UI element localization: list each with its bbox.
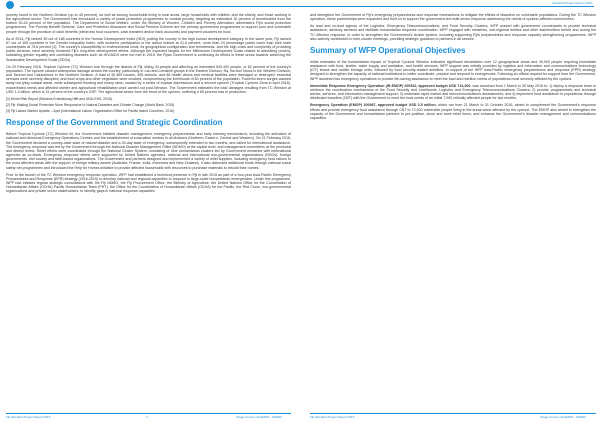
- bold-item-emop: [310, 103, 596, 120]
- paragraph: On 20 February 2016, Tropical Cyclone (TC) Winston tore through the islands of Fiji, killing 44 people and affecting an estimated 540,400 people, or 62 percent of the country's population. The cyclone caused widespread damage across the country, particularly in Lau and Lomaiviti groups in the Eastern Division; Ra, Ba and Tavua in the Western Division; and Taveuni and Cakaudrove in the Northern Division. A total of 30,369 houses, 495 schools, and 88 health clinics and medical facilities were damaged or destroyed; essential services were severely disrupted; and food crops and other vegetation were crushed, compromising the livelihoods of 60 percent of the population. Powerful storm surges washed away low-lying coastal areas, while subsequent flooding and heavy rains, caused by a series of tropical depressions and a second cyclone (Tropical Cyclone Zena in April 2016), exacerbated needs and affected shelter and agricultural rehabilitation work carried out post-Winston. The Government estimates the total damages resulting from TC Winston at USD 1.4 billion, which is 31 percent of the country's GDP. The agricultural sector bore the brunt of the cyclone, suffering a 65 percent loss in production.: [6, 64, 291, 94]
- footer-left-tag: Single Country IR-EMOP - 200932: [236, 415, 282, 419]
- reference-2: [2] Fiji: Making Social Protection More Responsive to Natural Disasters and Climate Change (World Bank, 2015): [6, 102, 175, 107]
- footer-rule-right: [310, 413, 596, 414]
- bold-item-text: , was launched from 1 March to 30 May 2016 to: 1) deploy a response team to reinforce the coordination mechanisms of the Food Security and Livelihoods, Logistics and Emergency Telecommunications Clusters; 2) provide programmatic and technical advice, services, and information management support; 3) undertake rapid market and telecommunications assessments; and 4) implement food assistance to populations through distributed transfers (CBT) with the Government to meet the food needs of an initial 7,000 critically affected people for two months.: [310, 83, 597, 101]
- page-header: [0, 0, 600, 10]
- reference-3: [3] Fiji Labour Market Update – April (International Labour Organization Office for Pacific Island Countries, 2016): [6, 109, 175, 114]
- paragraph: As lead and co-lead agency of the Logistics, Emergency Telecommunications, and Food Security Clusters, WFP worked with government counterparts to provide technical assistance, advisory services and facilitate humanitarian response coordination. WFP engaged with ministries, sub-regional entities and other stakeholders before and during the TC Winston response, in order to strengthen the Government's cluster system, including supporting Fiji's preparedness and response capacity strengthening programmes. WFP also actively contributed to inter-cluster meetings, providing strategic guidance to partners in all sectors.: [310, 24, 596, 41]
- paragraph: poverty found in the Northern Division (up to 45 percent), as well as among households living in rural areas, large households with children and the elderly, and those working in the agricultural sector. The Government has introduced a variety of social protection programmes to combat poverty, targeting an estimated 10 percent of beneficiaries from the bottom 30-40 percent of the population. The Department of Social Welfare, under the Ministry of Women, Children and Poverty Alleviation, administers Fiji's social protection programmes. The Poverty Benefit Scheme, Care and Protection Allowance and Social Pension Scheme are the primary government programmes to support poor and vulnerable people through the provision of cash benefits (electronic food vouchers, cash transfers and/or bank accounts) and payment vouchers for food.: [6, 13, 291, 34]
- footer-right-label: Fiji Standard Project Report 2016: [310, 415, 355, 419]
- paragraph: Prior to the launch of the TC Winston emergency response operation, WFP had established a technical presence in Fiji in late 2015 as part of a four-year Asia-Pacific Emergency Preparedness and Response (EPR) strategy (2016-2019) to develop national and regional capacities to respond to large-scale humanitarian emergencies. Under this programme, WFP had initiated regular strategic consultations with the Fiji NDMO, the Fiji Procurement Office, the Ministry of Agriculture, the United Nations Office for the Coordination of Humanitarian Affairs (OCHA) Pacific Humanitarian Team (PHT), the Office for the Coordination of Humanitarian Affairs (OCHA) for the Pacific, the Red Cross, non-governmental organizations and private sector stakeholders, to identify gaps in national response capacities: [6, 172, 291, 194]
- left-column: [6, 13, 291, 196]
- bold-item-text: , which ran from 21 March to 31 October 2016, aimed to complement the Government's response efforts and provide emergency food assistance through CBT to 72,000 vulnerable people living in the areas worst affected by the cyclone. The EMOP also aimed to strengthen the capacity of the Government and humanitarian partners to pre-position, stock and store relief items, and enhance the Government's disaster management and communications capacities.: [310, 103, 596, 120]
- section-heading-government-response: Response of the Government and Strategic Coordination: [6, 118, 223, 128]
- header-rule: [20, 6, 594, 7]
- paragraph: As of 2014, Fiji ranked 90 out of 188 countries in the Human Development Index (HDI), putting the country in the high human development category. In the same year, Fiji ranked 67 out of 155 countries in the Gender Inequality Index, with women's participation in the labour market at 41.6 percent, more than 24 percentage points lower than their male counterparts at 75.6 percent [2]. The country's susceptibility to environmental crisis, its geographical configuration and remoteness, and the high costs and complexity of providing public services, have severely hindered Fiji's long-term development efforts. Although the expected targets for the Millennium Development Goals related to alleviating poverty, subsisting gender equality and combating diseases such as HIV/AIDS were not met in 2015, the Fijian Government is continuing its efforts in these areas towards achieving the Sustainable Development Goals (SDGs).: [6, 36, 291, 62]
- paragraph: Before Tropical Cyclone (TC) Winston hit, the Government initiated disaster management, emergency preparedness and early warning mechanisms, including the activation of national and divisional Emergency Operations Centres and the establishment of evacuation centres in all divisions (Northern, Eastern, Central and Western). On 21 February 2016, the Government declared a country-wide state of natural disaster and a 30-day state of emergency, subsequently extended to two months, and called for international assistance. The emergency response was led by the Government through the National Disaster Management Office (NDMO) at the capital level, and management committees at the provincial and district levels. Relief efforts were coordinated through the National Cluster System, consisting of nine humanitarian clusters led by Government ministries with international agencies as co-leads. Emergency response efforts were supported by United Nations agencies, national and international non-governmental organizations (NGOs), foreign governments, civil society and faith-based organizations. The Government and partners designed and implemented a variety of relief supplies, including emergency food rations to the most affected areas with the support of foreign military assets (Australia, France, India, Indonesia and New Zealand). It also disbursed additional funds through national social safety net programmes and introduced the Help for Homes initiative to provide affected households with resources to purchase materials to rebuild their homes.: [6, 132, 291, 170]
- paragraph: Initial estimates of the humanitarian impact of Tropical Cyclone Winston indicated significant devastation over 12 geographical areas and 40,000 people requiring immediate assistance with food, shelter, water supply and sanitation, and health services. WFP support was initially provided by logistics and information and communications technology (ICT) teams and mobile storage units, followed by food security-related activities. In support of the WFP Asia-Pacific emergency preparedness and response (EPR) strategy, designed to strengthen the capacity of national institutions to better coordinate, prepare and respond to emergencies. Following an official request for support from the Government, WFP launched two emergency operations to provide life-saving assistance to meet the food and nutrition needs of populations most severely affected by the cyclone.: [310, 59, 596, 81]
- section-heading-operational-objectives: Summary of WFP Operational Objectives: [310, 45, 466, 55]
- bold-item-lead: Immediate Response Emergency Operation (IR-EMOP) 200932, approved budget USD 714,300: [310, 83, 471, 88]
- footer-right-tag: Single Country IR-EMOP - 200932: [540, 415, 586, 419]
- running-title: Standard Project Report 2016: [552, 1, 592, 5]
- bold-item-ir-emop: [310, 84, 596, 101]
- footer-rule-left: [6, 413, 291, 414]
- reference-1: [1] World Risk Report (Bündnis Entwicklung Hilft and UNU-EHS, 2016): [6, 96, 112, 101]
- footer-left-label: Fiji Standard Project Report 2016: [6, 415, 51, 419]
- bold-item-lead: Emergency Operation (EMOP) 200987, approved budget USD 2.5 million: [310, 103, 436, 108]
- footer-page-number: 4: [146, 415, 148, 419]
- wfp-logo-icon: [6, 1, 14, 9]
- paragraph: and strengthen the Government of Fiji's emergency preparedness and response mechanisms to mitigate the effects of disasters on vulnerable populations. During the TC Winston operation, these partnerships were expanded and built on to support the government-led multi-sector response addressing the needs of cyclone-affected communities.: [310, 13, 596, 22]
- right-column: [310, 13, 596, 123]
